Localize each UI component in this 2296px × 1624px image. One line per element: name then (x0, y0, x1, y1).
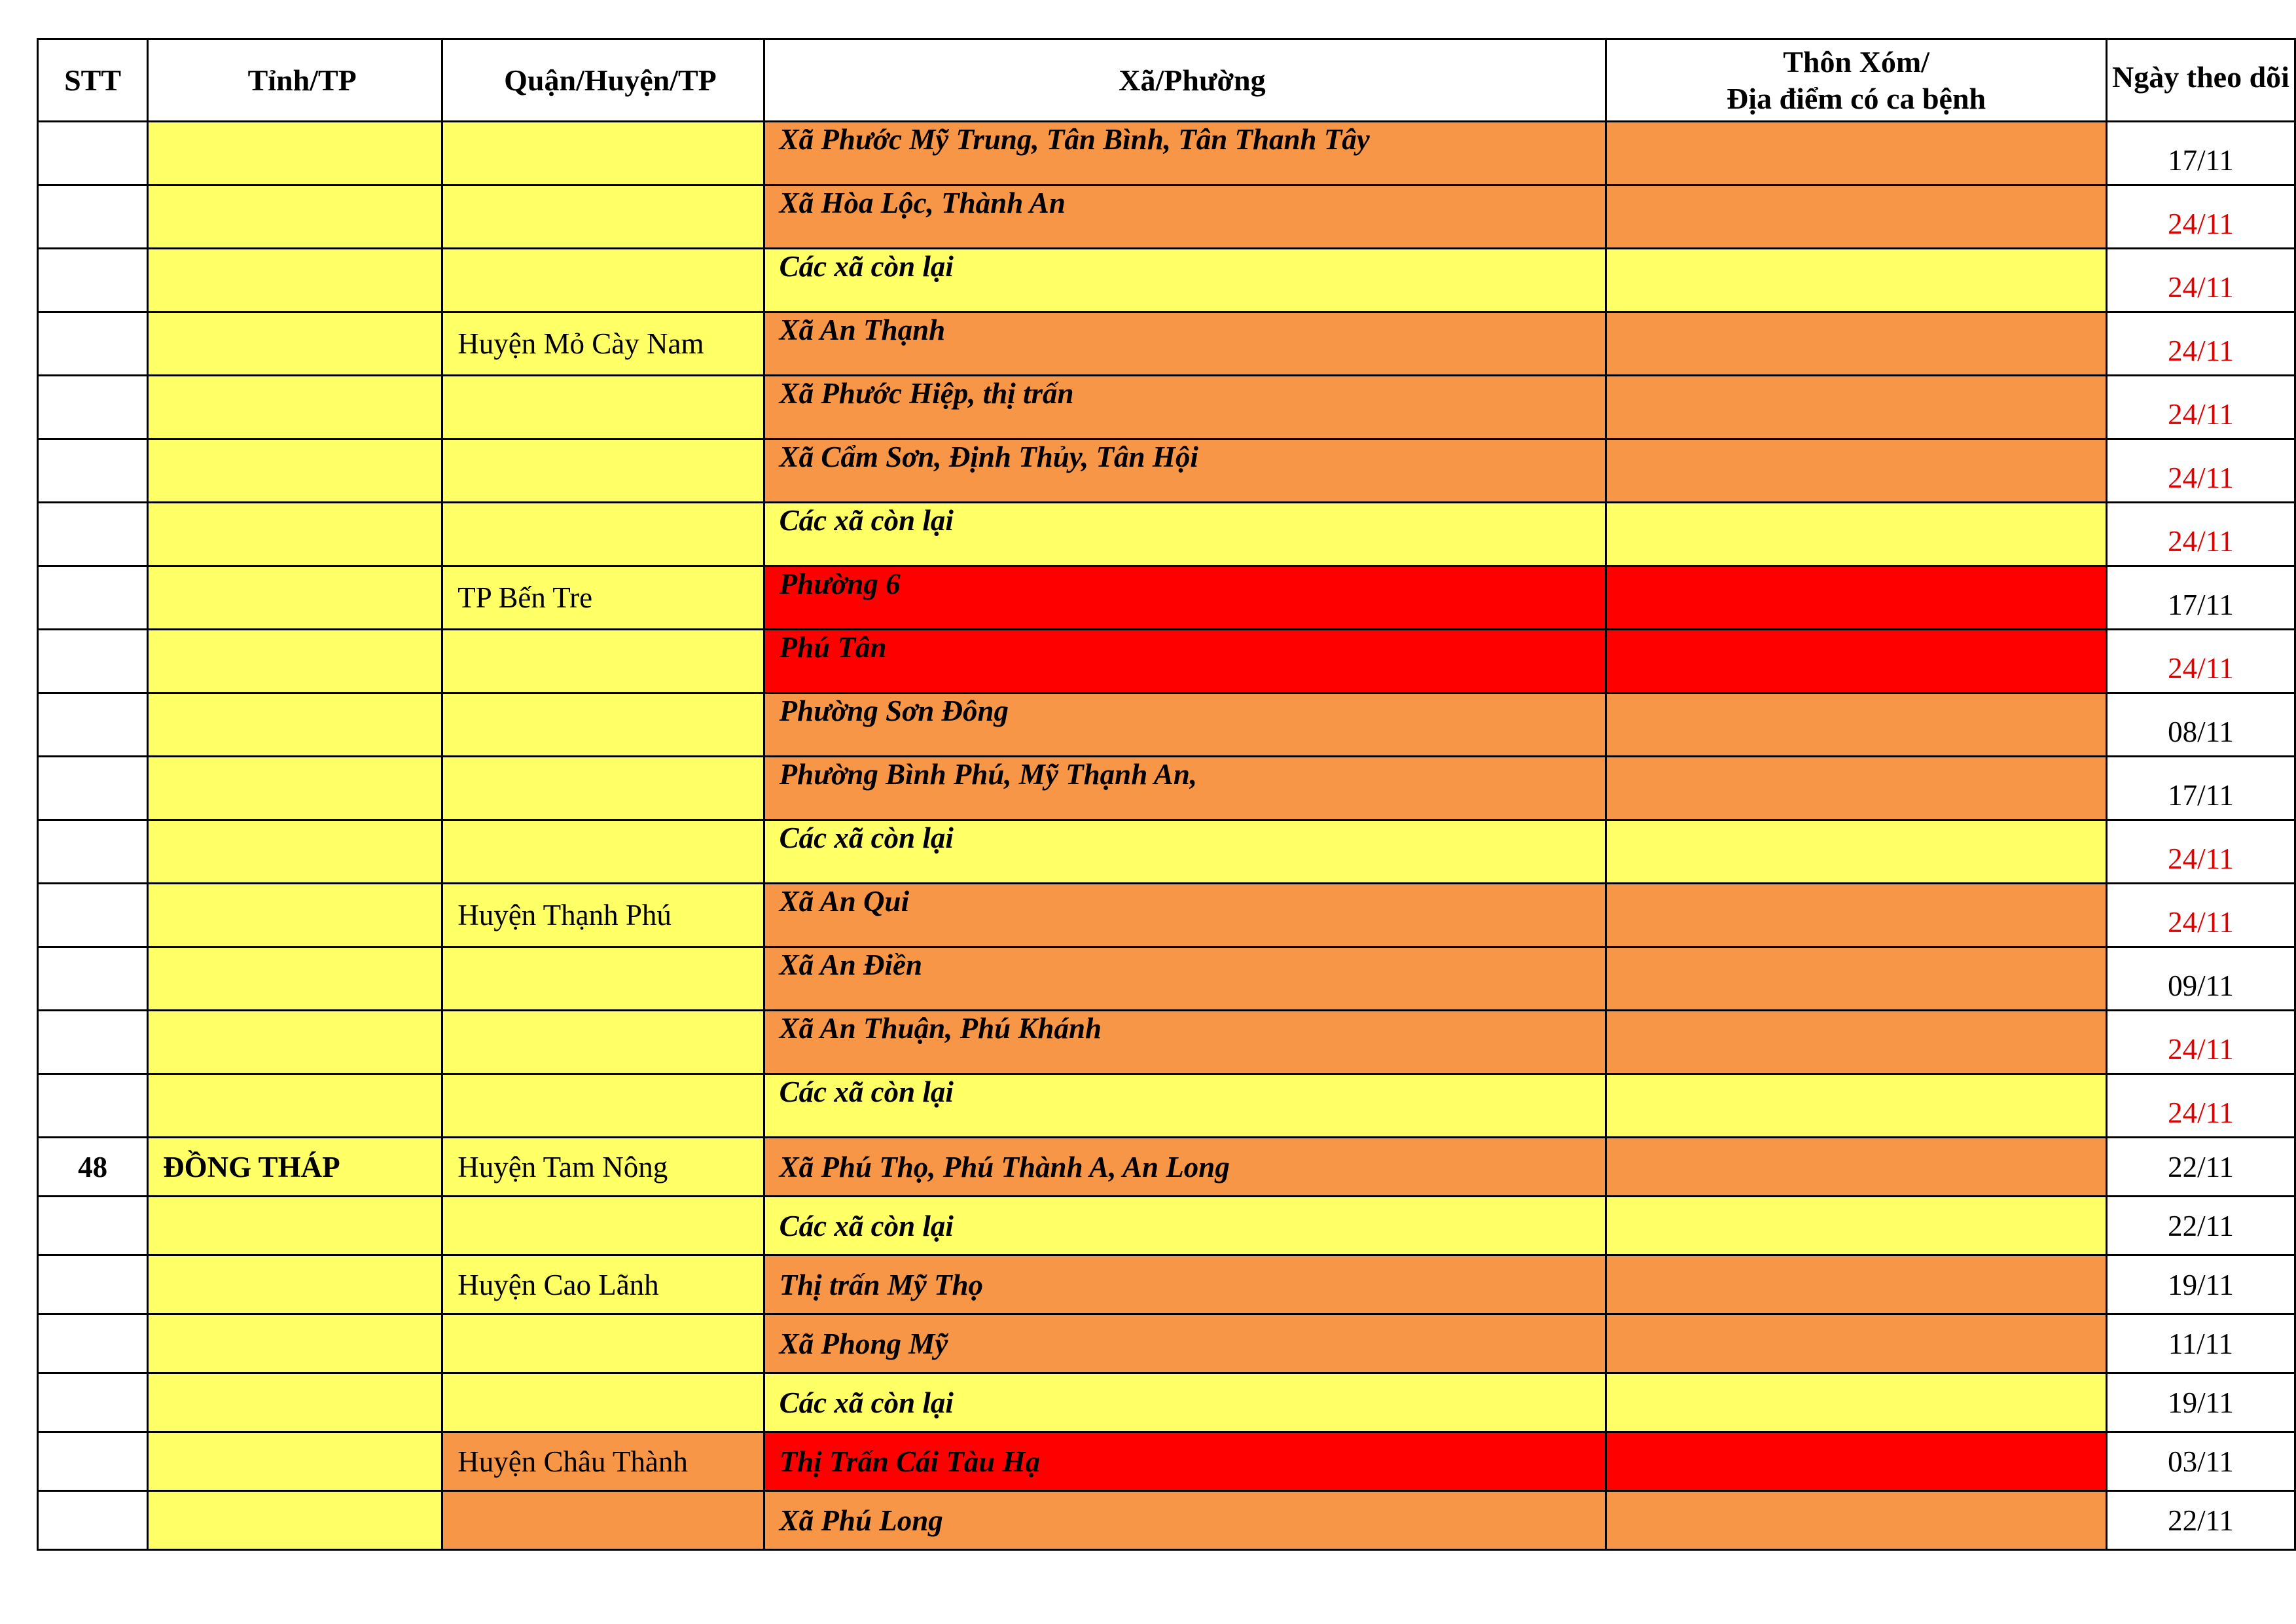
stt-cell (38, 630, 148, 693)
date-cell: 17/11 (2106, 757, 2295, 820)
ward-cell: Phú Tân (764, 630, 1606, 693)
district-cell (442, 630, 764, 693)
district-cell (442, 1074, 764, 1138)
ward-cell: Xã An Điền (764, 947, 1606, 1011)
table-row (38, 947, 2295, 1011)
stt-cell (38, 947, 148, 1011)
place-cell (1606, 1197, 2107, 1255)
stt-cell (38, 249, 148, 312)
stt-cell (38, 1432, 148, 1491)
stt-cell (38, 185, 148, 249)
header-stt: STT (38, 39, 148, 122)
stt-cell (38, 1373, 148, 1432)
table-row (38, 1373, 2295, 1432)
ward-cell: Phường 6 (764, 566, 1606, 630)
stt-cell: 48 (38, 1138, 148, 1197)
province-cell (148, 1314, 442, 1373)
ward-cell: Các xã còn lại (764, 249, 1606, 312)
province-cell (148, 566, 442, 630)
place-cell (1606, 757, 2107, 820)
header-place: Thôn Xóm/ Địa điểm có ca bệnh (1606, 39, 2107, 122)
table-row (38, 185, 2295, 249)
province-cell: ĐỒNG THÁP (148, 1138, 442, 1197)
table-row (38, 1074, 2295, 1138)
date-cell: 03/11 (2106, 1432, 2295, 1491)
ward-cell: Các xã còn lại (764, 1373, 1606, 1432)
stt-cell (38, 884, 148, 947)
district-cell (442, 1314, 764, 1373)
place-cell (1606, 503, 2107, 566)
ward-cell: Xã Cẩm Sơn, Định Thủy, Tân Hội (764, 439, 1606, 503)
header-province: Tỉnh/TP (148, 39, 442, 122)
district-cell (442, 376, 764, 439)
ward-cell: Xã An Thuận, Phú Khánh (764, 1011, 1606, 1074)
date-cell: 08/11 (2106, 693, 2295, 757)
ward-cell: Các xã còn lại (764, 1074, 1606, 1138)
table-row (38, 122, 2295, 185)
district-cell (442, 1491, 764, 1550)
stt-cell (38, 439, 148, 503)
ward-cell: Xã Phú Long (764, 1491, 1606, 1550)
date-cell: 22/11 (2106, 1138, 2295, 1197)
table-row (38, 1255, 2295, 1314)
province-cell (148, 757, 442, 820)
province-cell (148, 1197, 442, 1255)
place-cell (1606, 1138, 2107, 1197)
table-row (38, 1491, 2295, 1550)
district-cell: TP Bến Tre (442, 566, 764, 630)
table-row (38, 1011, 2295, 1074)
place-cell (1606, 820, 2107, 884)
district-cell (442, 820, 764, 884)
place-cell (1606, 185, 2107, 249)
date-cell: 24/11 (2106, 376, 2295, 439)
header-ward: Xã/Phường (764, 39, 1606, 122)
date-cell: 24/11 (2106, 503, 2295, 566)
stt-cell (38, 1074, 148, 1138)
place-cell (1606, 1432, 2107, 1491)
stt-cell (38, 1011, 148, 1074)
province-cell (148, 630, 442, 693)
place-cell (1606, 630, 2107, 693)
table-body (38, 122, 2295, 1550)
stt-cell (38, 503, 148, 566)
province-cell (148, 439, 442, 503)
province-cell (148, 376, 442, 439)
table-row (38, 249, 2295, 312)
province-cell (148, 249, 442, 312)
stt-cell (38, 376, 148, 439)
province-cell (148, 185, 442, 249)
stt-cell (38, 1197, 148, 1255)
stt-cell (38, 820, 148, 884)
table-row (38, 693, 2295, 757)
province-cell (148, 1255, 442, 1314)
table-row (38, 439, 2295, 503)
stt-cell (38, 757, 148, 820)
province-cell (148, 947, 442, 1011)
table-row (38, 376, 2295, 439)
place-cell (1606, 1074, 2107, 1138)
ward-cell: Xã Phú Thọ, Phú Thành A, An Long (764, 1138, 1606, 1197)
district-cell (442, 1197, 764, 1255)
date-cell: 24/11 (2106, 630, 2295, 693)
place-cell (1606, 439, 2107, 503)
stt-cell (38, 693, 148, 757)
district-cell (442, 1011, 764, 1074)
table-row (38, 630, 2295, 693)
place-cell (1606, 376, 2107, 439)
table-row (38, 1197, 2295, 1255)
header-district: Quận/Huyện/TP (442, 39, 764, 122)
district-cell: Huyện Tam Nông (442, 1138, 764, 1197)
date-cell: 24/11 (2106, 820, 2295, 884)
district-cell: Huyện Cao Lãnh (442, 1255, 764, 1314)
province-cell (148, 1373, 442, 1432)
date-cell: 24/11 (2106, 312, 2295, 376)
place-cell (1606, 1373, 2107, 1432)
ward-cell: Phường Sơn Đông (764, 693, 1606, 757)
place-cell (1606, 1255, 2107, 1314)
date-cell: 24/11 (2106, 1074, 2295, 1138)
province-cell (148, 312, 442, 376)
stt-cell (38, 1314, 148, 1373)
stt-cell (38, 566, 148, 630)
province-cell (148, 884, 442, 947)
province-cell (148, 820, 442, 884)
district-cell: Huyện Thạnh Phú (442, 884, 764, 947)
stt-cell (38, 1255, 148, 1314)
table-row (38, 503, 2295, 566)
district-cell (442, 503, 764, 566)
date-cell: 24/11 (2106, 185, 2295, 249)
place-cell (1606, 1491, 2107, 1550)
date-cell: 24/11 (2106, 439, 2295, 503)
province-cell (148, 1074, 442, 1138)
district-cell: Huyện Châu Thành (442, 1432, 764, 1491)
place-cell (1606, 312, 2107, 376)
province-cell (148, 122, 442, 185)
table-row (38, 820, 2295, 884)
table-row (38, 1432, 2295, 1491)
table-row (38, 312, 2295, 376)
date-cell: 19/11 (2106, 1373, 2295, 1432)
table-row (38, 884, 2295, 947)
ward-cell: Các xã còn lại (764, 1197, 1606, 1255)
ward-cell: Xã Phước Hiệp, thị trấn (764, 376, 1606, 439)
ward-cell: Phường Bình Phú, Mỹ Thạnh An, (764, 757, 1606, 820)
district-cell (442, 757, 764, 820)
date-cell: 24/11 (2106, 884, 2295, 947)
ward-cell: Thị trấn Mỹ Thọ (764, 1255, 1606, 1314)
covid-risk-table (37, 38, 2296, 1551)
place-cell (1606, 1011, 2107, 1074)
district-cell (442, 947, 764, 1011)
province-cell (148, 1432, 442, 1491)
stt-cell (38, 312, 148, 376)
table-row (38, 1138, 2295, 1197)
ward-cell: Xã Phước Mỹ Trung, Tân Bình, Tân Thanh Tây (764, 122, 1606, 185)
place-cell (1606, 122, 2107, 185)
district-cell (442, 249, 764, 312)
table-row (38, 1314, 2295, 1373)
table-header-row (38, 39, 2295, 122)
district-cell: Huyện Mỏ Cày Nam (442, 312, 764, 376)
date-cell: 19/11 (2106, 1255, 2295, 1314)
ward-cell: Các xã còn lại (764, 503, 1606, 566)
ward-cell: Xã Hòa Lộc, Thành An (764, 185, 1606, 249)
place-cell (1606, 1314, 2107, 1373)
place-cell (1606, 884, 2107, 947)
stt-cell (38, 1491, 148, 1550)
date-cell: 24/11 (2106, 249, 2295, 312)
table-row (38, 566, 2295, 630)
place-cell (1606, 566, 2107, 630)
header-date: Ngày theo dõi (2106, 39, 2295, 122)
ward-cell: Xã An Thạnh (764, 312, 1606, 376)
province-cell (148, 1011, 442, 1074)
stt-cell (38, 122, 148, 185)
district-cell (442, 185, 764, 249)
date-cell: 11/11 (2106, 1314, 2295, 1373)
place-cell (1606, 693, 2107, 757)
date-cell: 09/11 (2106, 947, 2295, 1011)
ward-cell: Xã Phong Mỹ (764, 1314, 1606, 1373)
date-cell: 24/11 (2106, 1011, 2295, 1074)
date-cell: 17/11 (2106, 566, 2295, 630)
ward-cell: Các xã còn lại (764, 820, 1606, 884)
province-cell (148, 503, 442, 566)
date-cell: 17/11 (2106, 122, 2295, 185)
table-row (38, 757, 2295, 820)
district-cell (442, 693, 764, 757)
province-cell (148, 1491, 442, 1550)
place-cell (1606, 249, 2107, 312)
date-cell: 22/11 (2106, 1491, 2295, 1550)
ward-cell: Xã An Qui (764, 884, 1606, 947)
date-cell: 22/11 (2106, 1197, 2295, 1255)
district-cell (442, 122, 764, 185)
district-cell (442, 439, 764, 503)
district-cell (442, 1373, 764, 1432)
place-cell (1606, 947, 2107, 1011)
ward-cell: Thị Trấn Cái Tàu Hạ (764, 1432, 1606, 1491)
province-cell (148, 693, 442, 757)
